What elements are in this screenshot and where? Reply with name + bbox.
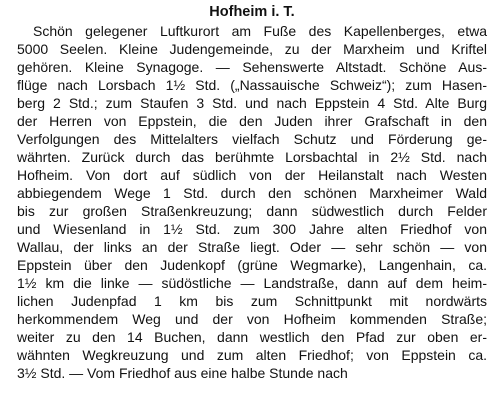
text-line: und Wiesenland in 1½ Std. zum 300 Jahre alten Friedhof von [17,221,487,237]
text-line: 5000 Seelen. Kleine Judengemeinde, zu der Marxheim und Kriftel [17,41,487,57]
body-text [17,22,487,382]
text-line: wähnten Wegkreuzung und zum alten Friedhof; von Eppstein ca. [17,347,487,363]
text-line: Schön gelegener Luftkurort am Fuße des Kapellenberges, etwa [33,23,487,39]
text-line: 1½ km die linke — südöstliche — Landstraße, dann auf dem heim- [17,275,487,291]
text-line: Hofheim. Von dort auf südlich von der Heilanstalt nach Westen [17,167,487,183]
text-line: lichen Judenpfad 1 km bis zum Schnittpunkt mit nordwärts [17,293,487,309]
text-line: herkommendem Weg und der von Hofheim kommenden Straße; [17,311,487,327]
text-line: flüge nach Lorsbach 1½ Std. („Nassauische Schweiz“); zum Hasen- [17,77,487,93]
text-line: gehören. Kleine Synagoge. — Sehenswerte Altstadt. Schöne Aus- [17,59,487,75]
text-line: Wallau, der links an der Straße liegt. Oder — sehr schön — von [17,239,487,255]
text-line: berg 2 Std.; zum Staufen 3 Std. und nach Eppstein 4 Std. Alte Burg [17,95,487,111]
text-line: 3½ Std. — Vom Friedhof aus eine halbe Stunde nach [17,365,348,381]
text-line: Eppstein über den Judenkopf (grüne Wegmarke), Langenhain, ca. [17,257,487,273]
text-line: währten. Zurück durch das berühmte Lorsbachtal in 2½ Std. nach [17,149,487,165]
text-line: weiter zu den 14 Buchen, dann westlich den Pfad zur oben er- [17,329,487,345]
document-title: Hofheim i. T. [209,4,295,20]
text-line: Verfolgungen des Mittelalters vielfach Schutz und Förderung ge- [17,131,487,147]
text-line: bis zur großen Straßenkreuzung; dann südwestlich durch Felder [17,203,487,219]
text-line: der Herren von Eppstein, die den Juden ihrer Grafschaft in den [17,113,487,129]
text-line: abbiegendem Wege 1 Std. durch den schönen Marxheimer Wald [17,185,487,201]
